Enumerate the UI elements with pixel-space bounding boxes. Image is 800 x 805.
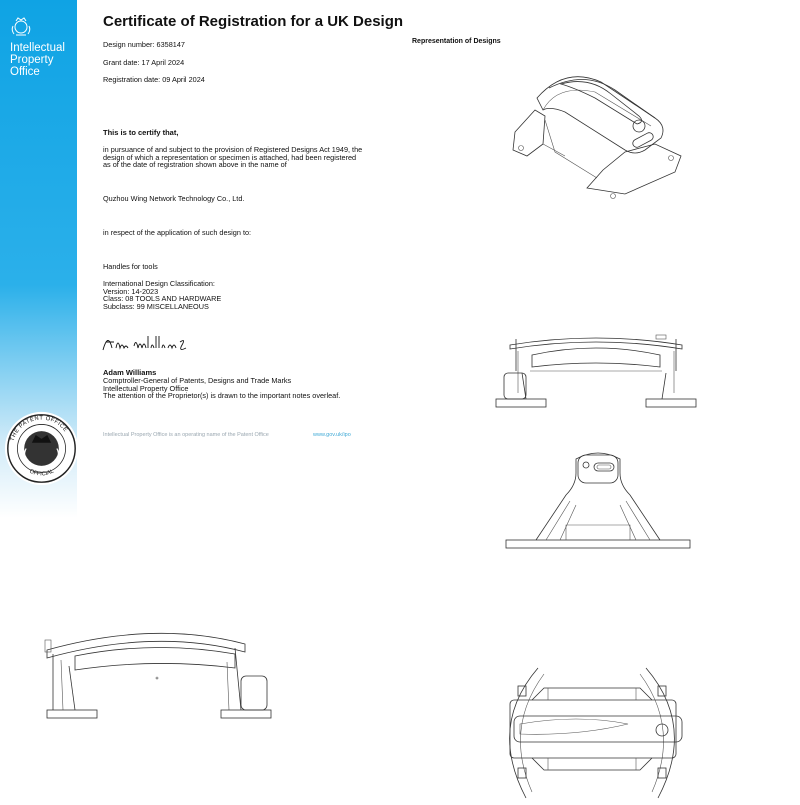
logo-line: Property (10, 54, 54, 66)
pursuance-line: in pursuance of and subject to the provision of Registered Designs Act 1949, the (103, 145, 363, 154)
pursuance-line: design of which a representation or specimen is attached, had been registered (103, 152, 357, 162)
ipo-logo-text (10, 42, 74, 78)
overleaf-note: The attention of the Proprietor(s) is drawn to the important notes overleaf. (103, 391, 341, 401)
handwritten-signature (100, 328, 200, 356)
grant-date: Grant date: 17 April 2024 (103, 58, 185, 67)
ipo-website-link[interactable]: www.gov.uk/ipo (313, 432, 351, 438)
signer-office: Intellectual Property Office (103, 383, 189, 393)
signer-title: Comptroller-General of Patents, Designs and Trade Marks (103, 376, 292, 385)
royal-crest-icon (10, 16, 32, 38)
signer-name: Adam Williams (103, 368, 157, 377)
signer-details (103, 377, 340, 400)
footer-note: Intellectual Property Office is an operating name of the Patent Office (103, 432, 269, 438)
certify-heading: This is to certify that, (103, 128, 179, 137)
logo-line: Intellectual (10, 42, 65, 54)
design-view-top (498, 666, 686, 800)
proprietor-name: Quzhou Wing Network Technology Co., Ltd. (103, 194, 245, 203)
certificate-title: Certificate of Registration for a UK Design (103, 13, 404, 30)
classification-block (103, 280, 221, 310)
classification-line: Class: 08 TOOLS AND HARDWARE (103, 294, 222, 304)
seal-text-bottom: OFFICIAL (28, 468, 55, 478)
representation-title: Representation of Designs (412, 38, 501, 45)
design-view-perspective (505, 60, 690, 205)
design-view-side (496, 333, 696, 411)
classification-line: International Design Classification: (103, 279, 215, 288)
registration-date: Registration date: 09 April 2024 (103, 75, 205, 84)
ipo-logo (10, 16, 74, 78)
patent-office-seal (3, 410, 80, 487)
ipo-sidebar (0, 0, 77, 518)
respect-text: in respect of the application of such design to: (103, 228, 252, 237)
pursuance-line: as of the date of registration shown above in the name of (103, 160, 287, 170)
classification-line: Subclass: 99 MISCELLANEOUS (103, 301, 209, 311)
design-view-front (506, 445, 690, 550)
seal-text-top: THE PATENT OFFICE (9, 415, 69, 442)
product-name: Handles for tools (103, 262, 158, 271)
design-number: Design number: 6358147 (103, 40, 185, 49)
pursuance-paragraph (103, 146, 362, 169)
classification-line: Version: 14-2023 (103, 286, 159, 296)
logo-line: Office (10, 66, 40, 78)
design-view-rear (45, 626, 273, 722)
